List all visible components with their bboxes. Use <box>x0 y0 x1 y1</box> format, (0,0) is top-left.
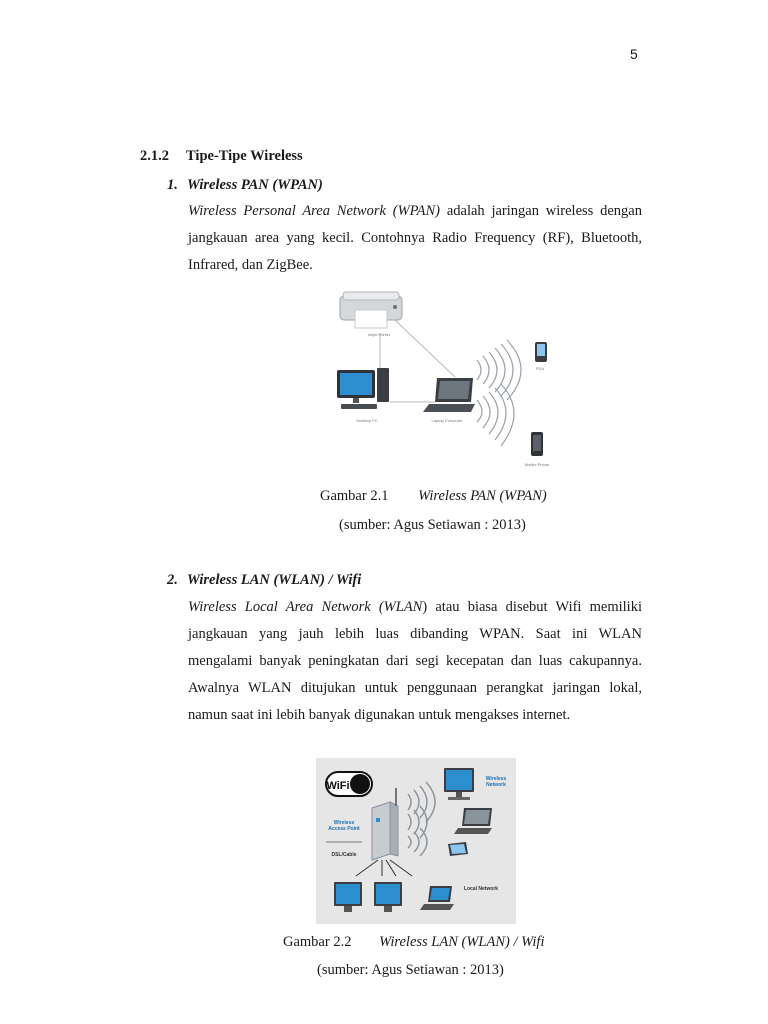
wifi-logo-text: WiFi <box>326 780 350 792</box>
figure-caption-1 <box>320 488 547 505</box>
para-line <box>188 621 642 648</box>
phone-label: Mobile Phone <box>524 462 550 467</box>
para-italic: Wireless Personal Area Network (WPAN) <box>188 203 440 219</box>
dsl-label: DSL/Cable <box>331 852 357 858</box>
para-line <box>188 594 642 621</box>
network-label-1: Wireless <box>485 776 507 782</box>
item-number: 2. <box>167 572 178 588</box>
printer-label: Inkjet Printer <box>367 332 391 337</box>
caption-title: Wireless LAN (WLAN) / Wifi <box>379 934 545 950</box>
item-heading: Wireless PAN (WPAN) <box>187 177 323 193</box>
network-label-2: Network <box>486 782 506 788</box>
para-text: namun saat ini lebih banyak digunakan untuk mengakses internet. <box>188 707 571 723</box>
ap-label-2: Access Point <box>328 826 360 832</box>
wifi-logo-icon <box>326 772 372 796</box>
subheading-wpan <box>167 177 323 194</box>
page-number: 5 <box>630 46 638 62</box>
pda-icon <box>535 342 547 362</box>
wireless-waves-icon <box>477 340 521 446</box>
para-text: mengalami banyak peningkatan dari segi kecepatan dan luas cakupannya. <box>188 653 642 669</box>
para-line <box>188 702 642 729</box>
para-text: jangkauan yang jauh lebih luas dibanding WPAN. Saat ini WLAN <box>188 626 642 642</box>
subheading-wlan <box>167 572 361 589</box>
para-text: ) atau biasa disebut Wifi memiliki <box>422 599 642 615</box>
wlan-figure <box>316 758 516 924</box>
para-line <box>188 252 642 279</box>
caption-number: Gambar 2.1 <box>320 488 389 504</box>
item-number: 1. <box>167 177 178 193</box>
para-line <box>188 198 642 225</box>
para-line <box>188 225 642 252</box>
caption-title: Wireless PAN (WPAN) <box>418 488 547 504</box>
laptop-icon <box>423 378 475 412</box>
desktop-pc-icon <box>337 368 389 409</box>
paragraph-wpan <box>188 198 642 279</box>
para-text: Infrared, dan ZigBee. <box>188 257 313 273</box>
para-line <box>188 675 642 702</box>
paragraph-wlan <box>188 594 642 729</box>
item-heading: Wireless LAN (WLAN) / Wifi <box>187 572 362 588</box>
caption-number: Gambar 2.2 <box>283 934 352 950</box>
printer-icon <box>340 292 402 328</box>
mobile-phone-icon <box>531 432 543 456</box>
para-line <box>188 648 642 675</box>
wireless-tablet-icon <box>448 842 468 856</box>
para-text: Awalnya WLAN ditujukan untuk penggunaan perangkat jaringan lokal, <box>188 680 642 696</box>
local-network-label: Local Network <box>463 886 499 892</box>
desktop-label: Desktop PC <box>356 418 378 423</box>
ap-label-1: Wireless <box>333 820 355 826</box>
para-text: adalah jaringan wireless dengan <box>440 203 642 219</box>
section-heading <box>140 148 303 165</box>
figure-source-1: (sumber: Agus Setiawan : 2013) <box>339 517 526 533</box>
section-number: 2.1.2 <box>140 148 169 164</box>
section-title: Tipe-Tipe Wireless <box>186 148 303 164</box>
figure-source-2: (sumber: Agus Setiawan : 2013) <box>317 962 504 978</box>
link-line <box>395 320 455 377</box>
pda-label: PDA <box>535 366 545 371</box>
laptop-label: Laptop Computer <box>431 418 463 423</box>
para-italic: Wireless Local Area Network (WLAN <box>188 599 423 615</box>
figure-caption-2 <box>283 934 545 951</box>
wpan-figure <box>325 282 565 472</box>
para-text: jangkauan area yang kecil. Contohnya Radio Frequency (RF), Bluetooth, <box>188 230 642 246</box>
